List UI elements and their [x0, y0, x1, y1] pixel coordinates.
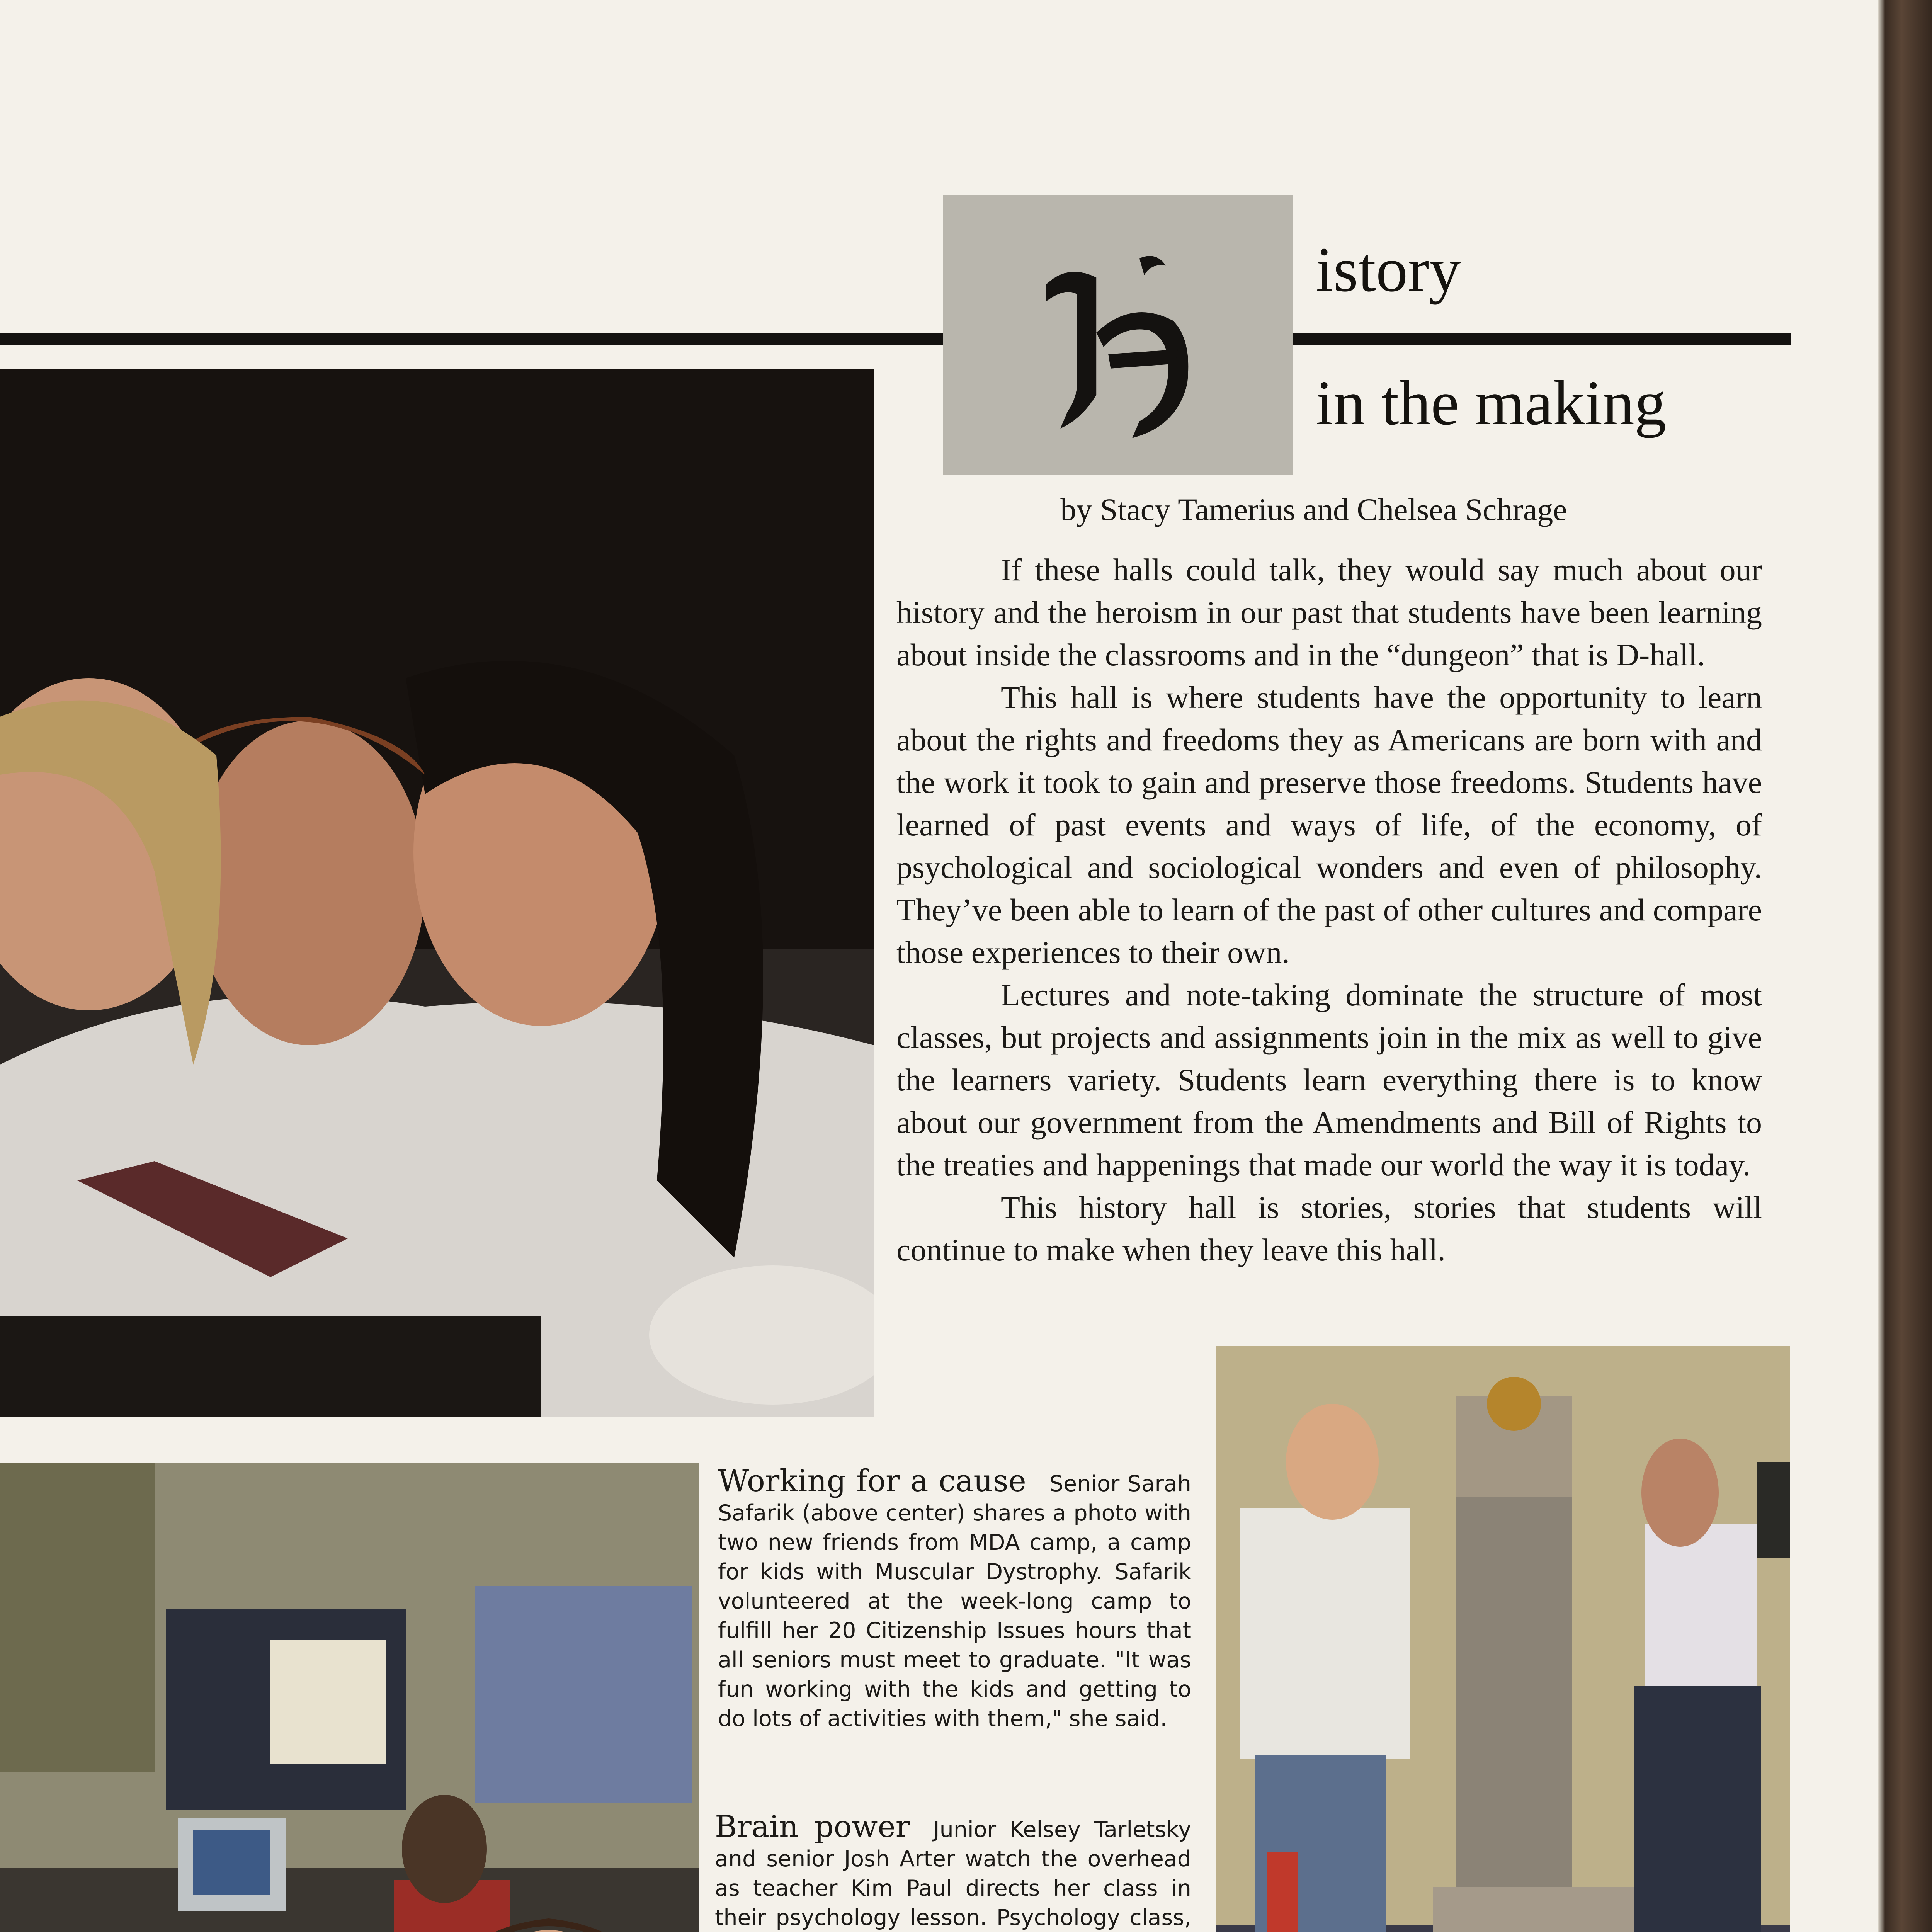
photo-psychology-class [0, 1463, 699, 1932]
article-paragraph: If these halls could talk, they would say much about our history and the heroism in our past that students have been learning about inside the classrooms and in the “dungeon” that is D-hall. [896, 552, 1762, 672]
article-paragraph: This hall is where students have the opportunity to learn about the rights and freedoms they as Americans are born with and the work it took to gain and preserve those freedoms. Students have learned of past events and ways of life, of the economy, of psychological and sociological wonders and even of philosophy. They’ve been able to learn of the past of other cultures and compare those experiences to their own. [896, 680, 1762, 970]
byline: by Stacy Tamerius and Chelsea Schrage [1060, 492, 1567, 527]
caption-text: Junior Kelsey Tarletsky and senior Josh Arter watch the overhead as teacher Kim Paul directs her class in their psychology lesson. Psychology class, [715, 1817, 1191, 1930]
book-spine-edge [1878, 0, 1932, 1932]
drop-cap-box [943, 195, 1293, 475]
caption-title: Working for a cause [718, 1464, 1026, 1498]
caption-title: Brain power [715, 1810, 910, 1844]
caption-working-for-a-cause [718, 1466, 1191, 1733]
header-rule [0, 333, 1791, 345]
blackletter-h-icon [998, 215, 1238, 455]
headline-line-1: istory [1316, 234, 1461, 305]
headline-line-2: in the making [1316, 367, 1667, 438]
photo-camp-friends [0, 369, 874, 1417]
caption-text: Senior Sarah Safarik (above center) shares a photo with two new friends from MDA camp, a camp for kids with Muscular Dystrophy. Safarik volunteered at the week-long camp to fulfill her 20 Citizenship Issues hours that all seniors must meet to graduate. "It was fun working with the kids and getting to do lots of activities with them," she said. [718, 1471, 1191, 1731]
photo-history-day-project [1216, 1346, 1790, 1932]
article-paragraph: Lectures and note-taking dominate the structure of most classes, but projects and assignments join in the mix as well to give the learners variety. Students learn everything there is to know about our government from the Amendments and Bill of Rights to the treaties and happenings that made our world the way it is today. [896, 977, 1762, 1182]
caption-brain-power [715, 1812, 1191, 1932]
article-body [896, 549, 1762, 1271]
article-paragraph: This history hall is stories, stories that students will continue to make when they leave this hall. [896, 1190, 1762, 1267]
